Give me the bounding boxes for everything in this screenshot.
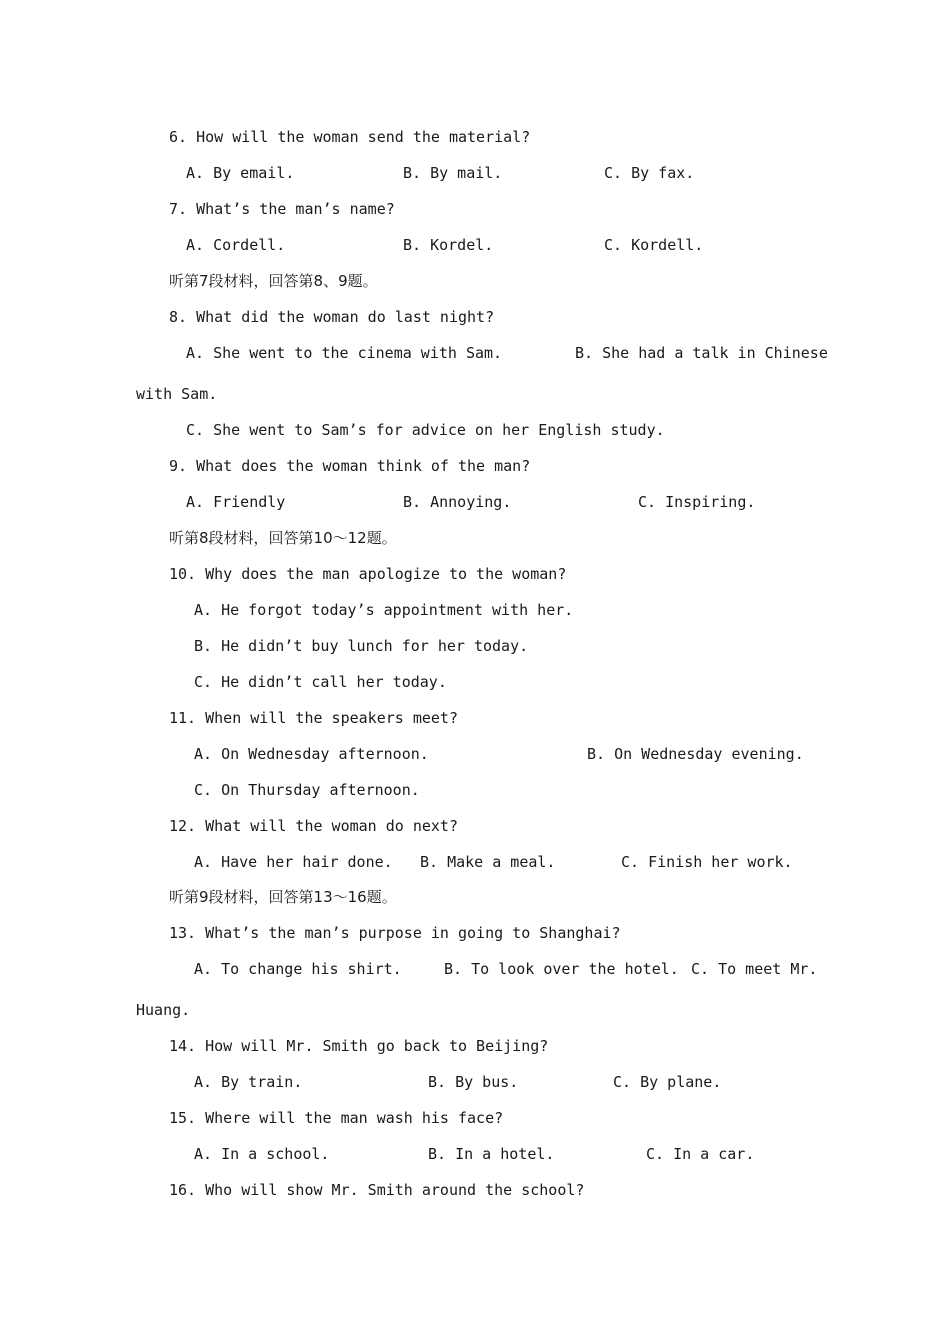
question-13-option-c-continued: Huang. (136, 1001, 191, 1019)
question-13-option-c: C. To meet Mr. (691, 960, 818, 978)
question-14-stem: 14. How will Mr. Smith go back to Beijing? (169, 1037, 549, 1055)
question-8-option-b-continued: with Sam. (136, 385, 218, 403)
question-11-stem: 11. When will the speakers meet? (169, 709, 458, 727)
question-8-option-c: C. She went to Sam’s for advice on her English study. (186, 421, 665, 439)
question-13-option-a: A. To change his shirt. (194, 960, 402, 978)
question-16-stem: 16. Who will show Mr. Smith around the school? (169, 1181, 585, 1199)
question-9-stem: 9. What does the woman think of the man? (169, 457, 531, 475)
question-12-option-b: B. Make a meal. (420, 853, 556, 871)
question-11-option-b: B. On Wednesday evening. (587, 745, 804, 763)
question-6-stem: 6. How will the woman send the material? (169, 128, 531, 146)
question-9-option-a: A. Friendly (186, 493, 286, 511)
question-10-option-b: B. He didn’t buy lunch for her today. (194, 637, 529, 655)
question-15-option-a: A. In a school. (194, 1145, 330, 1163)
question-8-stem: 8. What did the woman do last night? (169, 308, 495, 326)
section-heading-9: 听第9段材料，回答第13～16题。 (169, 888, 397, 906)
question-8-option-b: B. She had a talk in Chinese (575, 344, 828, 362)
question-6-option-c: C. By fax. (604, 164, 695, 182)
question-8-option-a: A. She went to the cinema with Sam. (186, 344, 503, 362)
question-6-option-b: B. By mail. (403, 164, 503, 182)
question-11-option-c: C. On Thursday afternoon. (194, 781, 420, 799)
question-9-option-c: C. Inspiring. (638, 493, 756, 511)
question-9-option-b: B. Annoying. (403, 493, 512, 511)
section-heading-7: 听第7段材料，回答第8、9题。 (169, 272, 378, 290)
question-10-option-c: C. He didn’t call her today. (194, 673, 447, 691)
question-15-stem: 15. Where will the man wash his face? (169, 1109, 504, 1127)
question-7-option-a: A. Cordell. (186, 236, 286, 254)
question-15-option-b: B. In a hotel. (428, 1145, 555, 1163)
question-12-option-a: A. Have her hair done. (194, 853, 393, 871)
question-13-stem: 13. What’s the man’s purpose in going to Shanghai? (169, 924, 621, 942)
question-14-option-c: C. By plane. (613, 1073, 722, 1091)
question-7-option-c: C. Kordell. (604, 236, 704, 254)
question-11-option-a: A. On Wednesday afternoon. (194, 745, 429, 763)
question-10-option-a: A. He forgot today’s appointment with her. (194, 601, 574, 619)
question-12-option-c: C. Finish her work. (621, 853, 793, 871)
section-heading-8: 听第8段材料，回答第10～12题。 (169, 529, 397, 547)
question-13-option-b: B. To look over the hotel. (444, 960, 679, 978)
question-6-option-a: A. By email. (186, 164, 295, 182)
question-10-stem: 10. Why does the man apologize to the woman? (169, 565, 567, 583)
question-7-stem: 7. What’s the man’s name? (169, 200, 395, 218)
question-15-option-c: C. In a car. (646, 1145, 755, 1163)
question-14-option-a: A. By train. (194, 1073, 303, 1091)
question-14-option-b: B. By bus. (428, 1073, 519, 1091)
question-12-stem: 12. What will the woman do next? (169, 817, 458, 835)
question-7-option-b: B. Kordel. (403, 236, 494, 254)
